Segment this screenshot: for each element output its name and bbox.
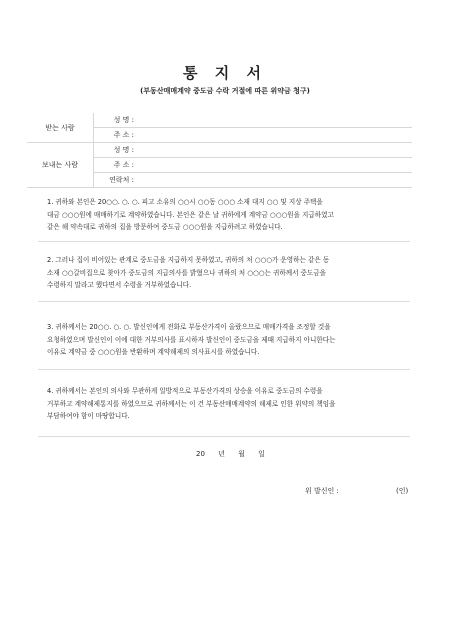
paragraph-line: 4. 귀하께서는 본인의 의사와 무관하게 일방적으로 부동산가격의 상승을 이유로 중도금의 수령을 [47,387,323,395]
divider [38,301,410,302]
date-line: 20 년 월 일 [196,450,265,458]
party-info-table [27,113,412,188]
paragraph-4 [47,385,402,423]
document-subtitle: (부동산매매계약 중도금 수락 거절에 따른 위약금 청구) [140,87,310,95]
paragraph-line: 1. 귀하와 본인은 20○○. ○. ○. 피고 소유의 ○○시 ○○동 ○○○ 소재 대지 ○○ 및 지상 주택을 [47,198,323,206]
sender-signature-label: 위 발신인 : [305,487,339,495]
divider [38,436,410,437]
paragraph-line: 이유로 계약금 중 ○○○원을 반환하며 계약해제의 의사표시를 하였습니다. [47,348,260,356]
divider [38,241,410,242]
receiver-label: 받는 사람 [27,113,94,143]
seal-mark: (인) [396,487,409,495]
paragraph-3 [47,321,402,359]
sender-contact-label: 연락처 : [94,173,141,188]
paragraph-line: 같은 해 약속대로 귀하의 집을 방문하여 중도금 ○○○원을 지급하려고 하였습니다. [47,223,283,231]
paragraph-2 [47,254,402,292]
receiver-name-label: 성 명 : [94,113,141,128]
paragraph-line: 거부하고 계약해제통지를 하였으므로 귀하께서는 이 건 부동산매매계약의 해제로 인한 위약의 책임을 [47,399,336,408]
receiver-name-value [140,113,412,128]
sender-address-value [140,158,412,173]
sender-contact-value [140,173,412,188]
paragraph-line: 소재 ○○갈비집으로 찾아가 중도금의 지급의사를 밝혔으나 귀하의 처 ○○○는 귀하께서 중도금을 [47,268,327,277]
receiver-address-label: 주 소 : [94,128,141,143]
paragraph-line: 요청하였으며 발신인이 이에 대한 거부의사를 표시하자 발신인이 중도금을 제때 지급하지 아니한다는 [47,335,336,344]
paragraph-line: 부담하여야 함이 마땅합니다. [47,412,130,420]
paragraph-1 [47,196,402,234]
paragraph-line: 수령하지 말라고 했다면서 수령을 거부하였습니다. [47,281,192,289]
sender-address-label: 주 소 : [94,158,141,173]
document-title: 통 지 서 [183,64,267,82]
paragraph-line: 2. 그러나 집이 비어있는 관계로 중도금을 지급하지 못하였고, 귀하의 처 ○○○가 운영하는 같은 동 [47,256,330,264]
sender-name-value [140,143,412,158]
receiver-name-row [27,113,412,128]
sender-name-label: 성 명 : [94,143,141,158]
sender-name-row [27,143,412,158]
paragraph-line: 3. 귀하께서는 20○○. ○. ○. 발신인에게 전화로 부동산가격이 올랐으므로 매매가격을 조정할 것을 [47,323,331,331]
receiver-address-value [140,128,412,143]
paragraph-line: 대금 ○○○원에 매매하기로 계약하였습니다. 본인은 같은 날 귀하에게 계약금 ○○○원을 지급하였고 [47,210,334,219]
divider [38,369,410,370]
sender-label: 보내는 사람 [27,143,94,188]
